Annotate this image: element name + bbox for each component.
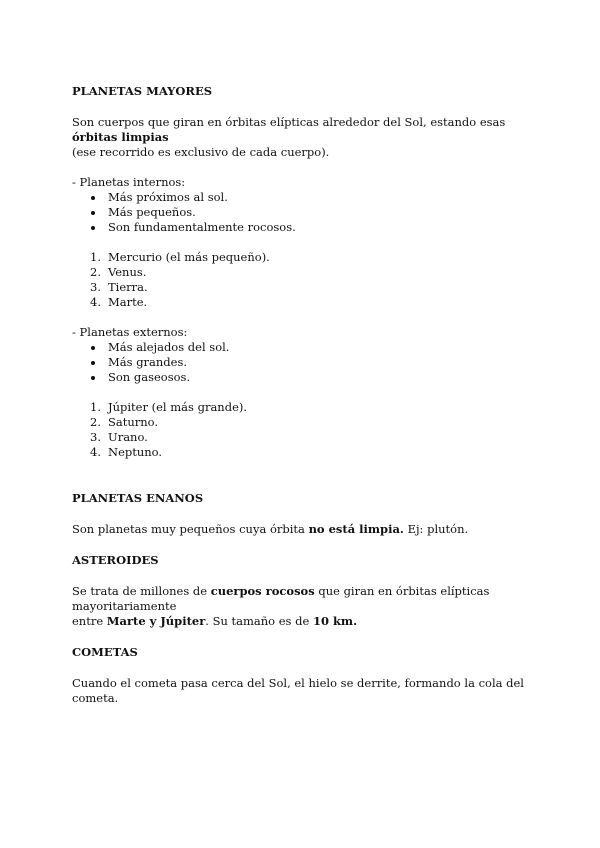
list-number: 3. <box>90 430 101 444</box>
list-number: 2. <box>90 265 101 279</box>
list-item: Son gaseosos. <box>72 370 542 385</box>
list-item: 2. Saturno. <box>90 415 159 429</box>
list-number: 1. <box>90 400 101 414</box>
list-item: 3. Urano. <box>90 430 148 444</box>
label-planetas-internos: - Planetas internos: <box>72 175 186 189</box>
label-planetas-externos: - Planetas externos: <box>72 325 188 339</box>
list-item: 4. Neptuno. <box>90 445 163 459</box>
asteroides-line-1: Se trata de millones de cuerpos rocosos que giran en órbitas elípticas mayoritariamente <box>72 584 490 613</box>
asteroides-line-2: entre Marte y Júpiter. Su tamaño es de 10 km. <box>72 614 358 628</box>
list-item: Más próximos al sol. <box>72 190 542 205</box>
list-item: 2. Venus. <box>90 265 147 279</box>
list-item: 1. Júpiter (el más grande). <box>90 400 248 414</box>
list-number: 4. <box>90 445 101 459</box>
list-item: Más grandes. <box>72 355 542 370</box>
list-item: 3. Tierra. <box>90 280 148 294</box>
mayores-intro-line-1: Son cuerpos que giran en órbitas elípticas alrededor del Sol, estando esas órbitas limpias <box>72 115 506 144</box>
list-number: 4. <box>90 295 101 309</box>
externos-bullet-list <box>72 340 542 385</box>
heading-planetas-mayores: PLANETAS MAYORES <box>72 84 213 98</box>
list-item: Más alejados del sol. <box>72 340 542 355</box>
list-item: 4. Marte. <box>90 295 148 309</box>
list-item: Más pequeños. <box>72 205 542 220</box>
list-number: 1. <box>90 250 101 264</box>
list-item: Son fundamentalmente rocosos. <box>72 220 542 235</box>
list-number: 3. <box>90 280 101 294</box>
heading-cometas: COMETAS <box>72 645 138 659</box>
list-item: 1. Mercurio (el más pequeño). <box>90 250 270 264</box>
list-number: 2. <box>90 415 101 429</box>
document-page <box>72 84 542 706</box>
externos-numbered-list <box>72 400 542 460</box>
heading-planetas-enanos: PLANETAS ENANOS <box>72 491 204 505</box>
enanos-text: Son planetas muy pequeños cuya órbita no está limpia. Ej: plutón. <box>72 522 469 536</box>
heading-asteroides: ASTEROIDES <box>72 553 159 567</box>
internos-bullet-list <box>72 190 542 235</box>
mayores-intro-line-2: (ese recorrido es exclusivo de cada cuerpo). <box>72 145 330 159</box>
cometas-text: Cuando el cometa pasa cerca del Sol, el hielo se derrite, formando la cola del cometa. <box>72 676 524 705</box>
internos-numbered-list <box>72 250 542 310</box>
